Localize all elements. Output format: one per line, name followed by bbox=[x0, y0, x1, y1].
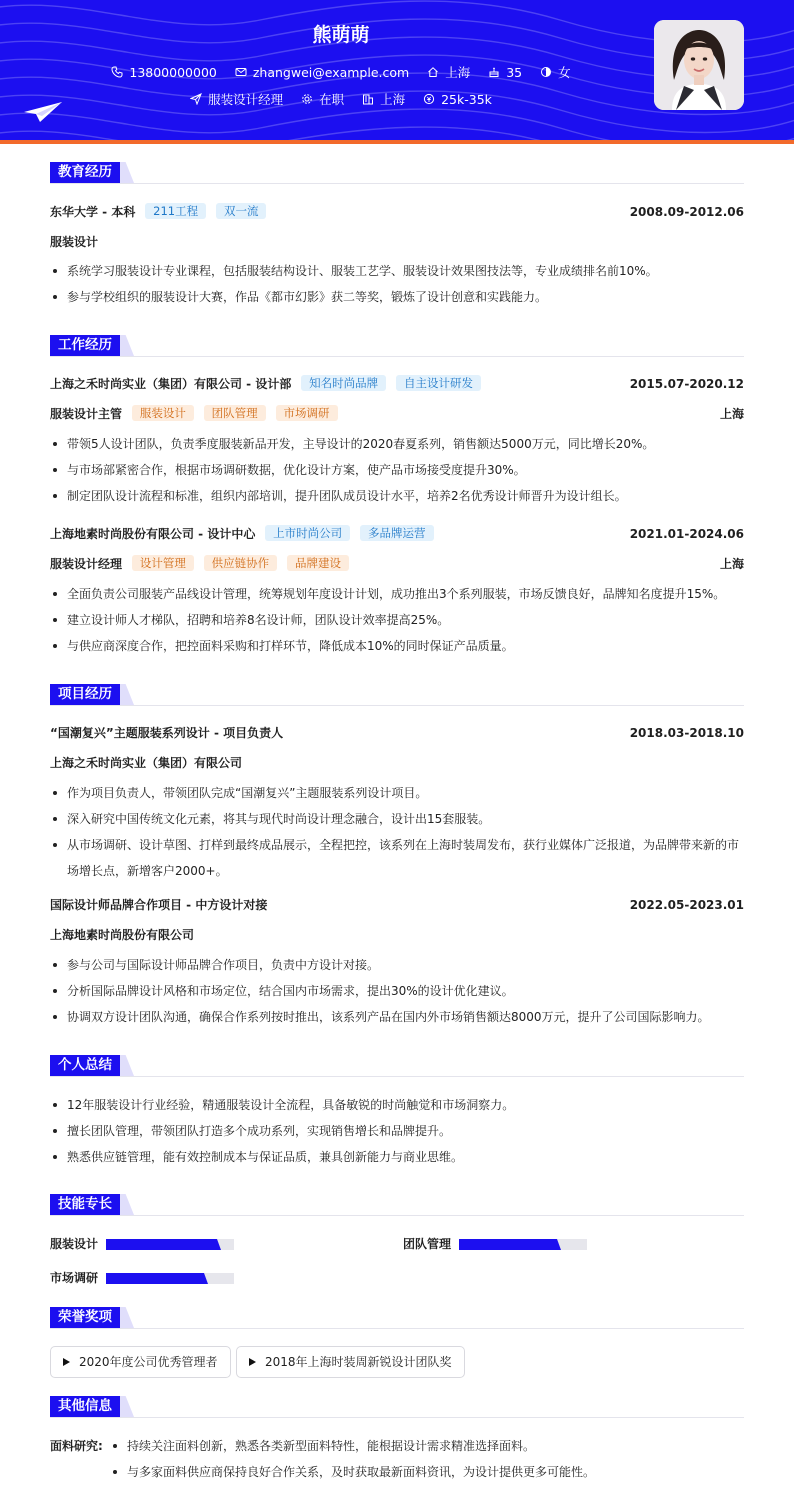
summary-bullets bbox=[50, 1092, 744, 1170]
job-intent-row bbox=[0, 90, 682, 108]
school-name: 东华大学 - 本科 bbox=[50, 205, 136, 219]
role-tag: 设计管理 bbox=[132, 555, 194, 571]
gender-text: 女 bbox=[558, 65, 571, 80]
target-position-text: 服装设计经理 bbox=[208, 92, 284, 107]
list-item: 协调双方设计团队沟通，确保合作系列按时推出，该系列产品在国内外市场销售额达8000万元，提升了公司国际影响力。 bbox=[50, 1004, 744, 1030]
list-item: 参与学校组织的服装设计大赛，作品《都市幻影》获二等奖，锻炼了设计创意和实践能力。 bbox=[50, 284, 744, 310]
job-role-row bbox=[50, 404, 744, 424]
job-period: 2015.07-2020.12 bbox=[629, 377, 744, 391]
role-tag: 服装设计 bbox=[132, 405, 194, 421]
section-header bbox=[50, 1194, 744, 1216]
education-bullets bbox=[50, 258, 744, 310]
age-info bbox=[488, 65, 522, 80]
job-city: 上海 bbox=[719, 407, 744, 421]
list-item: 与供应商深度合作，把控面料采购和打样环节，降低成本10%的同时保证产品质量。 bbox=[50, 633, 744, 659]
list-item: 作为项目负责人，带领团队完成“国潮复兴”主题服装系列设计项目。 bbox=[50, 780, 744, 806]
list-item: 持续关注面料创新，熟悉各类新型面料特性，能根据设计需求精准选择面料。 bbox=[110, 1433, 744, 1459]
section-title-tail bbox=[120, 1396, 134, 1417]
job-period: 2021.01-2024.06 bbox=[629, 527, 744, 541]
home-icon bbox=[427, 66, 439, 78]
phone-icon bbox=[111, 66, 123, 78]
project-company-row bbox=[50, 753, 744, 773]
resume-header bbox=[0, 0, 794, 140]
education-section bbox=[50, 162, 744, 304]
cake-icon bbox=[488, 66, 500, 78]
location-info bbox=[427, 63, 470, 81]
salary-text: 25k-35k bbox=[441, 92, 492, 107]
section-title: 教育经历 bbox=[50, 162, 120, 183]
skill-level-fill bbox=[106, 1239, 221, 1250]
company-name: 上海地素时尚股份有限公司 - 设计中心 bbox=[50, 527, 256, 541]
email-info bbox=[235, 65, 409, 80]
job-header-row bbox=[50, 524, 744, 544]
section-title-tail bbox=[120, 1055, 134, 1076]
job-role: 服装设计经理 bbox=[50, 557, 123, 571]
building-icon bbox=[362, 93, 374, 105]
section-header bbox=[50, 335, 744, 357]
project-bullets bbox=[50, 780, 744, 884]
skill-level-bar bbox=[459, 1239, 587, 1250]
job-bullets bbox=[50, 431, 744, 509]
play-triangle-icon bbox=[249, 1358, 256, 1366]
list-item: 深入研究中国传统文化元素，将其与现代时尚设计理念融合，设计出15套服装。 bbox=[50, 806, 744, 832]
job-city: 上海 bbox=[719, 557, 744, 571]
phone-text: 13800000000 bbox=[129, 65, 217, 80]
list-item: 系统学习服装设计专业课程，包括服装结构设计、服装工艺学、服装设计效果图技法等，专业成绩排名前10%。 bbox=[50, 258, 744, 284]
list-item: 熟悉供应链管理，能有效控制成本与保证品质，兼具创新能力与商业思维。 bbox=[50, 1144, 744, 1170]
job-role: 服装设计主管 bbox=[50, 407, 123, 421]
list-item: 擅长团队管理，带领团队打造多个成功系列，实现销售增长和品牌提升。 bbox=[50, 1118, 744, 1144]
section-title-tail bbox=[120, 162, 134, 183]
section-header bbox=[50, 1307, 744, 1329]
company-tag: 自主设计研发 bbox=[396, 375, 481, 391]
header-accent-bar bbox=[0, 140, 794, 144]
award-item bbox=[236, 1346, 465, 1378]
section-header bbox=[50, 1055, 744, 1077]
list-item: 与多家面料供应商保持良好合作关系，及时获取最新面料资讯，为设计提供更多可能性。 bbox=[110, 1459, 744, 1485]
email-text: zhangwei@example.com bbox=[252, 65, 410, 80]
skill-level-fill bbox=[106, 1273, 208, 1284]
skill-level-fill bbox=[459, 1239, 561, 1250]
major: 服装设计 bbox=[50, 235, 99, 249]
section-title: 荣誉奖项 bbox=[50, 1307, 120, 1328]
paper-plane-icon bbox=[22, 100, 64, 124]
project-company: 上海之禾时尚实业（集团）有限公司 bbox=[50, 756, 243, 770]
award-item bbox=[50, 1346, 231, 1378]
work-section bbox=[50, 335, 744, 653]
money-icon bbox=[423, 93, 435, 105]
job-header-row bbox=[50, 374, 744, 394]
section-title: 工作经历 bbox=[50, 335, 120, 356]
avatar bbox=[654, 20, 744, 110]
list-item: 建立设计师人才梯队，招聘和培养8名设计师，团队设计效率提高25%。 bbox=[50, 607, 744, 633]
salary-info bbox=[423, 92, 492, 107]
list-item: 参与公司与国际设计师品牌合作项目，负责中方设计对接。 bbox=[50, 952, 744, 978]
award-text: 2020年度公司优秀管理者 bbox=[79, 1355, 218, 1369]
job-bullets bbox=[50, 581, 744, 659]
company-tag: 多品牌运营 bbox=[360, 525, 434, 541]
target-position-info bbox=[190, 90, 283, 108]
section-title: 其他信息 bbox=[50, 1396, 120, 1417]
send-icon bbox=[190, 93, 202, 105]
company-tag: 上市时尚公司 bbox=[265, 525, 350, 541]
major-row bbox=[50, 232, 744, 252]
skill-name: 团队管理 bbox=[403, 1237, 452, 1251]
role-tag: 团队管理 bbox=[204, 405, 266, 421]
project-company: 上海地素时尚股份有限公司 bbox=[50, 928, 195, 942]
list-item: 分析国际品牌设计风格和市场定位，结合国内市场需求，提出30%的设计优化建议。 bbox=[50, 978, 744, 1004]
awards-section bbox=[50, 1307, 744, 1369]
skill-name: 服装设计 bbox=[50, 1237, 99, 1251]
role-tag: 供应链协作 bbox=[204, 555, 278, 571]
list-item: 带领5人设计团队，负责季度服装新品开发，主导设计的2020春夏系列，销售额达5000万元，同比增长20%。 bbox=[50, 431, 744, 457]
section-title: 个人总结 bbox=[50, 1055, 120, 1076]
award-text: 2018年上海时装周新锐设计团队奖 bbox=[265, 1355, 452, 1369]
project-header-row bbox=[50, 895, 744, 915]
project-name: 国际设计师品牌合作项目 - 中方设计对接 bbox=[50, 898, 268, 912]
section-title-tail bbox=[120, 684, 134, 705]
school-tag: 双一流 bbox=[216, 203, 267, 219]
company-name: 上海之禾时尚实业（集团）有限公司 - 设计部 bbox=[50, 377, 292, 391]
other-bullets bbox=[110, 1433, 744, 1485]
gender-icon bbox=[540, 66, 552, 78]
skill-level-bar bbox=[106, 1273, 234, 1284]
section-title: 技能专长 bbox=[50, 1194, 120, 1215]
list-item: 全面负责公司服装产品线设计管理，统筹规划年度设计计划，成功推出3个系列服装，市场反馈良好，品牌知名度提升15%。 bbox=[50, 581, 744, 607]
list-item: 与市场部紧密合作，根据市场调研数据，优化设计方案，使产品市场接受度提升30%。 bbox=[50, 457, 744, 483]
project-company-row bbox=[50, 925, 744, 945]
target-city-text: 上海 bbox=[380, 92, 406, 107]
company-tag: 知名时尚品牌 bbox=[301, 375, 386, 391]
role-tag: 市场调研 bbox=[276, 405, 338, 421]
age-text: 35 bbox=[506, 65, 523, 80]
project-header-row bbox=[50, 723, 744, 743]
section-title-tail bbox=[120, 1194, 134, 1215]
section-header bbox=[50, 1396, 744, 1418]
target-city-info bbox=[362, 90, 405, 108]
project-bullets bbox=[50, 952, 744, 1030]
phone-info bbox=[111, 65, 216, 80]
section-title: 项目经历 bbox=[50, 684, 120, 705]
school-tag: 211工程 bbox=[145, 203, 206, 219]
project-period: 2022.05-2023.01 bbox=[629, 898, 744, 912]
list-item: 12年服装设计行业经验，精通服装设计全流程，具备敏锐的时尚触觉和市场洞察力。 bbox=[50, 1092, 744, 1118]
project-name: “国潮复兴”主题服装系列设计 - 项目负责人 bbox=[50, 726, 284, 740]
play-triangle-icon bbox=[63, 1358, 70, 1366]
skill-level-bar bbox=[106, 1239, 234, 1250]
section-title-tail bbox=[120, 1307, 134, 1328]
summary-section bbox=[50, 1055, 744, 1164]
job-role-row bbox=[50, 554, 744, 574]
candidate-name: 熊萌萌 bbox=[312, 24, 370, 46]
status-gear-icon bbox=[301, 93, 313, 105]
list-item: 从市场调研、设计草图、打样到最终成品展示，全程把控，该系列在上海时装周发布，获行业媒体广泛报道，为品牌带来新的市场增长点，新增客户2000+。 bbox=[50, 832, 744, 884]
projects-section bbox=[50, 684, 744, 1024]
section-header bbox=[50, 162, 744, 184]
section-header bbox=[50, 684, 744, 706]
location-text: 上海 bbox=[445, 65, 471, 80]
status-text: 在职 bbox=[319, 92, 345, 107]
education-header-row bbox=[50, 202, 744, 222]
project-period: 2018.03-2018.10 bbox=[629, 726, 744, 740]
education-period: 2008.09-2012.06 bbox=[629, 205, 744, 219]
gender-info bbox=[540, 63, 571, 81]
list-item: 制定团队设计流程和标准，组织内部培训，提升团队成员设计水平，培养2名优秀设计师晋升为设计组长。 bbox=[50, 483, 744, 509]
role-tag: 品牌建设 bbox=[287, 555, 349, 571]
section-title-tail bbox=[120, 335, 134, 356]
skill-name: 市场调研 bbox=[50, 1271, 99, 1285]
avatar-portrait-icon bbox=[654, 20, 744, 110]
other-info-label: 面料研究: bbox=[50, 1439, 103, 1453]
contact-info-row bbox=[0, 63, 682, 81]
other-section bbox=[50, 1396, 744, 1479]
skills-section bbox=[50, 1194, 744, 1285]
mail-icon bbox=[235, 66, 247, 78]
status-info bbox=[301, 90, 344, 108]
